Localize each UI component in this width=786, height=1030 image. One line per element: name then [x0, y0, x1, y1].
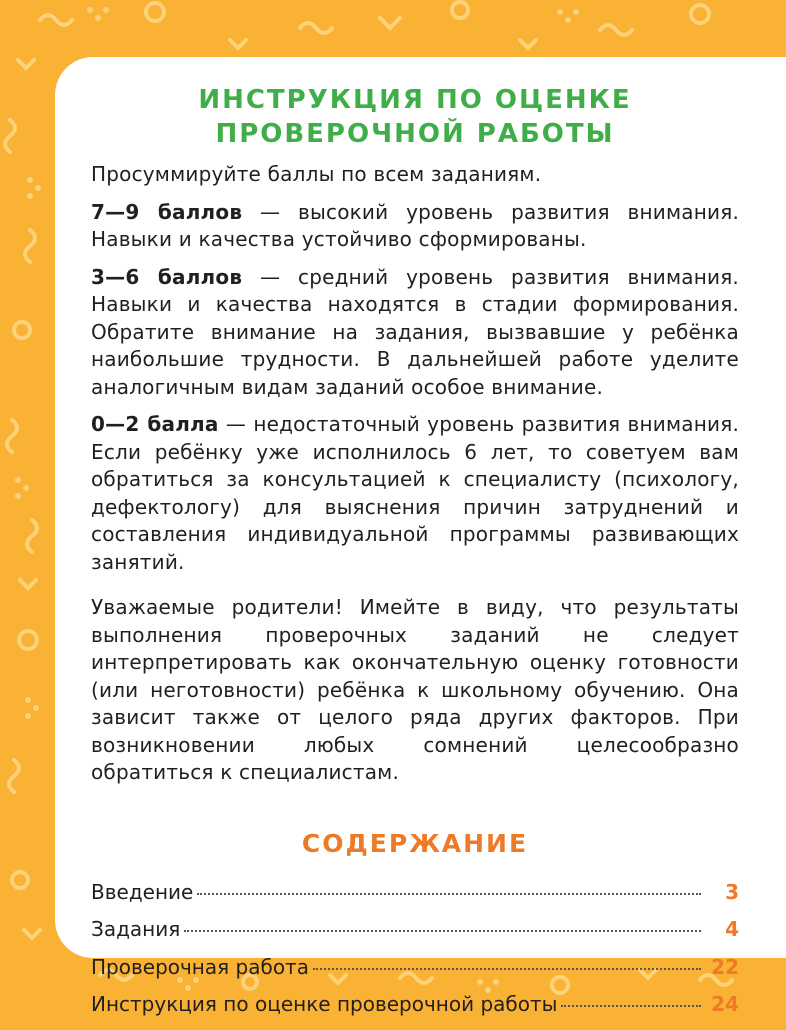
toc-item-label: Проверочная работа	[91, 954, 309, 979]
toc-leader-dots	[184, 930, 701, 932]
page-title-line-2: ПРОВЕРОЧНОЙ РАБОТЫ	[215, 119, 615, 149]
toc-item-page: 22	[711, 954, 739, 979]
level-high-text: — высокий уровень развития внимания. Навыки и качества устойчиво сформированы.	[91, 199, 740, 251]
intro-paragraph: Просуммируйте баллы по всем заданиям.	[91, 162, 542, 186]
page-content	[91, 83, 739, 1030]
level-medium-paragraph	[91, 264, 739, 402]
page-title-line-1: ИНСТРУКЦИЯ ПО ОЦЕНКЕ	[198, 85, 632, 115]
level-medium-label: 3—6 баллов	[91, 264, 243, 289]
level-low-text: — недостаточный уровень развития внимания. Если ребёнку уже исполнилось 6 лет, то советуем вам обратиться за консультацией к специалисту (психологу, дефектологу) для выяснения причин затруднений и составления индивидуальной программы развивающих занятий.	[91, 412, 739, 574]
toc-item-label: Задания	[91, 917, 181, 941]
level-low-label: 0—2 балла	[91, 412, 219, 436]
toc-item-instruction[interactable]	[91, 992, 739, 1030]
toc-item-test-work[interactable]	[91, 955, 739, 993]
toc-item-page: 3	[725, 879, 739, 904]
toc-item-page: 4	[725, 917, 739, 941]
toc-leader-dots	[197, 893, 701, 895]
page-card	[55, 57, 786, 1016]
level-medium-text: — средний уровень развития внимания. Навыки и качества находятся в стадии формирования. Обратите внимание на задания, вызвавшие у ребёнка наибольшие трудности. В дальнейшей работе уделите аналогичным видам заданий особое внимание.	[91, 264, 739, 399]
level-low-paragraph	[91, 411, 739, 576]
table-of-contents	[91, 880, 739, 1030]
toc-item-tasks[interactable]	[91, 917, 739, 955]
level-high-label: 7—9 баллов	[91, 199, 243, 224]
toc-item-page: 24	[711, 992, 739, 1016]
toc-leader-dots	[313, 968, 701, 970]
page-title	[91, 83, 739, 151]
toc-item-introduction[interactable]	[91, 880, 739, 918]
level-high-paragraph	[91, 199, 739, 254]
toc-item-label: Инструкция по оценке проверочной работы	[91, 992, 558, 1016]
parents-note-paragraph: Уважаемые родители! Имейте в виду, что результаты выполнения проверочных заданий не следует интерпретировать как окончательную оценку готовности (или неготовности) ребёнка к школьному обучению. Она зависит также от целого ряда других факторов. При возникновении любых сомнений целесообразно обратиться к специалистам.	[91, 595, 739, 784]
toc-item-label: Введение	[91, 879, 194, 904]
toc-leader-dots	[561, 1005, 701, 1007]
toc-title: СОДЕРЖАНИЕ	[301, 828, 529, 858]
